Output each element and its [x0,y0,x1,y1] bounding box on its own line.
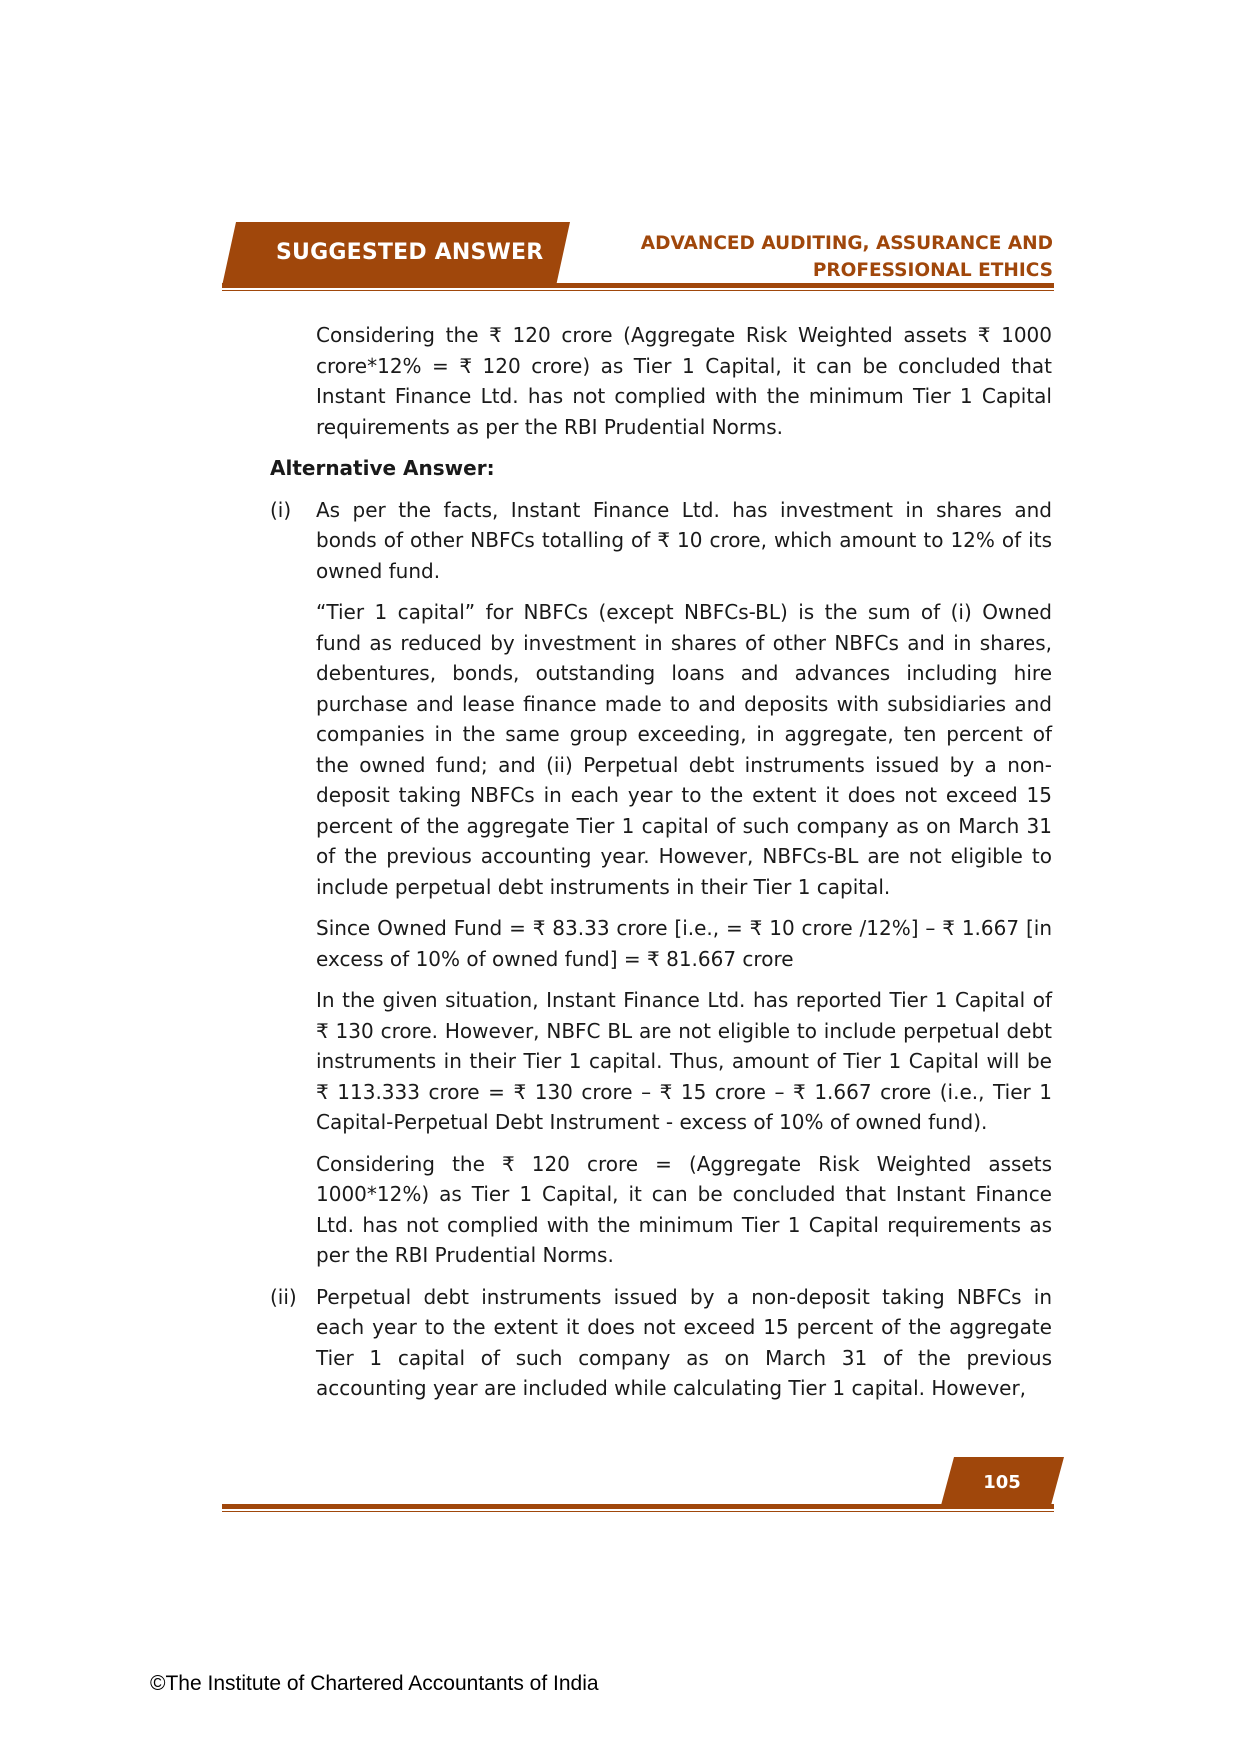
copyright-notice: ©The Institute of Chartered Accountants of India [150,1672,599,1695]
footer-divider [222,1504,1054,1509]
page-number: 105 [983,1472,1021,1493]
header-divider-thin [222,290,1054,291]
conclusion-paragraph: Considering the ₹ 120 crore = (Aggregate Risk Weighted assets 1000*12%) as Tier 1 Capital, it can be concluded that Instant Finance Ltd. has not complied with the minimum Tier 1 Capital requirements as per the RBI Prudential Norms. [316,1151,1052,1267]
list-item-text: Perpetual debt instruments issued by a non-deposit taking NBFCs in each year to the extent it does not exceed 15 percent of the aggregate Tier 1 capital of such company as on March 31 of the previous accounting year are included while calculating Tier 1 capital. However, [316,1284,1052,1400]
given-situation-paragraph: In the given situation, Instant Finance Ltd. has reported Tier 1 Capital of ₹ 130 crore. However, NBFC BL are not eligible to include perpetual debt instruments in their Tier 1 capital. Thus, amount of Tier 1 Capital will be ₹ 113.333 crore = ₹ 130 crore – ₹ 15 crore – ₹ 1.667 crore (i.e., Tier 1 Capital-Perpetual Debt Instrument - excess of 10% of owned fund). [316,988,1052,1134]
list-item-number: (i) [270,497,292,522]
list-item [270,495,1052,587]
tier1-definition-paragraph: “Tier 1 capital” for NBFCs (except NBFCs-BL) is the sum of (i) Owned fund as reduced by investment in shares of other NBFCs and in shares, debentures, bonds, outstanding loans and advances including hire purchase and lease finance made to and deposits with subsidiaries and companies in the same group exceeding, in aggregate, ten percent of the owned fund; and (ii) Perpetual debt instruments issued by a non-deposit taking NBFCs in each year to the extent it does not exceed 15 percent of the aggregate Tier 1 capital of such company as on March 31 of the previous accounting year. However, NBFCs-BL are not eligible to include perpetual debt instruments in their Tier 1 capital. [316,600,1052,899]
footer-divider-thin [222,1511,1054,1512]
list-item [270,1282,1052,1404]
owned-fund-paragraph: Since Owned Fund = ₹ 83.33 crore [i.e., = ₹ 10 crore /12%] – ₹ 1.667 [in excess of 10% of owned fund] = ₹ 81.667 crore [316,916,1052,971]
list-item-text: As per the facts, Instant Finance Ltd. has investment in shares and bonds of other NBFCs totalling of ₹ 10 crore, which amount to 12% of its owned fund. [316,497,1052,583]
document-title [641,230,1053,284]
header-divider [222,283,1054,288]
alternative-answer-heading: Alternative Answer: [270,456,495,480]
page-content [270,320,1052,1415]
document-title-line-1: ADVANCED AUDITING, ASSURANCE AND [640,233,1053,254]
intro-paragraph: Considering the ₹ 120 crore (Aggregate Risk Weighted assets ₹ 1000 crore*12% = ₹ 120 crore) as Tier 1 Capital, it can be concluded that Instant Finance Ltd. has not complied with the minimum Tier 1 Capital requirements as per the RBI Prudential Norms. [316,323,1052,439]
header-badge-label: SUGGESTED ANSWER [276,240,544,265]
document-title-line-2: PROFESSIONAL ETHICS [812,260,1053,281]
list-item-number: (ii) [270,1284,297,1309]
